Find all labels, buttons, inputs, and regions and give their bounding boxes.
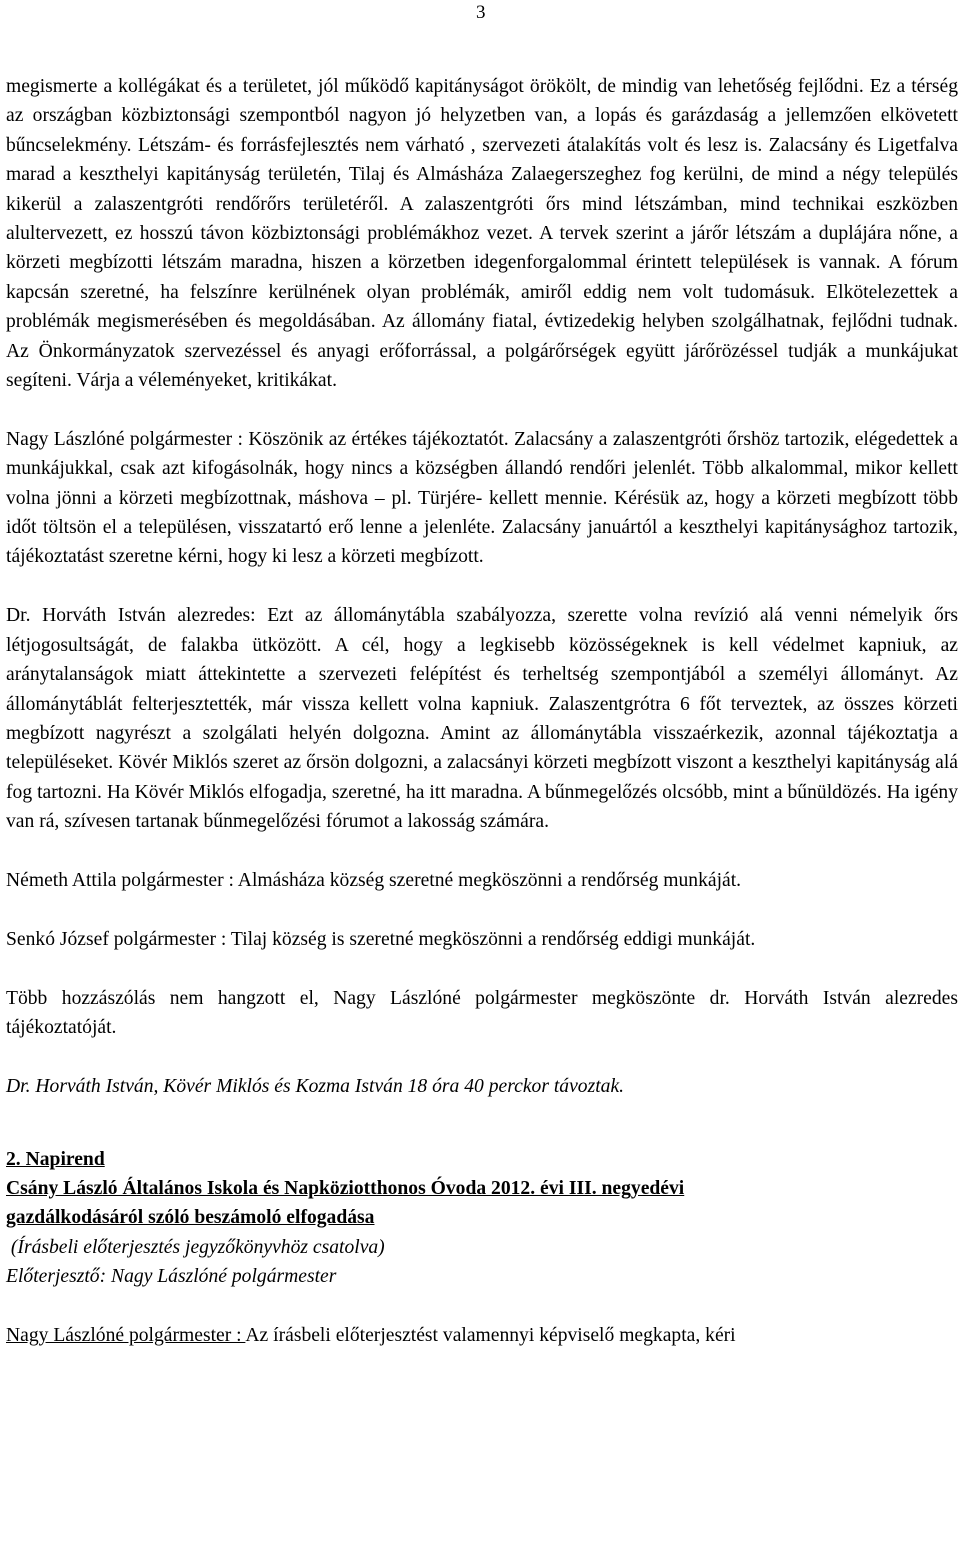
document-body	[6, 72, 958, 1350]
attachment-note: (Írásbeli előterjesztés jegyzőkönyvhöz csatolva)	[6, 1236, 385, 1258]
agenda-title-line2: gazdálkodásáról szóló beszámoló elfogadása	[6, 1207, 375, 1229]
departure-note: Dr. Horváth István, Kövér Miklós és Kozma István 18 óra 40 perckor távoztak.	[6, 1075, 625, 1097]
presenter-line: Előterjesztő: Nagy Lászlóné polgármester	[6, 1266, 337, 1288]
paragraph-nemeth-attila: Németh Attila polgármester : Almásháza község szeretné megköszönni a rendőrség munkáját.	[6, 869, 742, 891]
paragraph-horvath-istvan: Dr. Horváth István alezredes: Ezt az állománytábla szabályozza, szerette volna revízió alá venni némelyik őrs létjogosultságát, de falakba ütközött. A cél, hogy a legkisebb közösségeknek is kell védelmet kapniuk, az aránytalanságok miatt áttekintette a szervezeti felépítést és terheltség szempontjából a személyi állományt. Az állománytáblát felterjesztették, már vissza kellett volna kapniuk. Zalaszentgrótra 6 főt terveztek, az összes körzeti megbízott nagyrészt a szolgálati helyén dolgozna. Amint az állománytábla visszaérkezik, azonnal tájékoztatja a településeket. Kövér Miklós szeret az őrsön dolgozni, a zalacsányi körzeti megbízott viszont a keszthelyi kapitányság alá fog tartozni. Ha Kövér Miklós elfogadja, szeretné, ha itt maradna. A bűnmegelőzés olcsóbb, mint a bűnüldözés. Ha igény van rá, szívesen tartanak bűnmegelőzési fórumot a lakosság számára.	[6, 605, 958, 833]
page-number: 3	[476, 2, 486, 23]
agenda-number: 2. Napirend	[6, 1148, 105, 1170]
final-line	[6, 1321, 958, 1350]
final-line-text: Az írásbeli előterjesztést valamennyi képviselő megkapta, kéri	[245, 1324, 736, 1346]
final-line-speaker: Nagy Lászlóné polgármester :	[6, 1324, 246, 1346]
agenda-title-line1: Csány László Általános Iskola és Napköziotthonos Óvoda 2012. évi III. negyedévi	[6, 1177, 685, 1199]
paragraph-intro: megismerte a kollégákat és a területet, jól működő kapitányságot örökölt, de mindig van lehetőség fejlődni. Ez a térség az országban közbiztonsági szempontból nagyon jó helyzetben van, a lopás és garázdaság a jellemzően elkövetett bűncselekmény. Létszám- és forrásfejlesztés nem várható , szervezeti átalakítás volt és lesz is. Zalacsány és Ligetfalva marad a keszthelyi kapitányság területén, Tilaj és Almásháza Zalaegerszeghez fog kerülni, de mind a négy település kikerül a zalaszentgróti rendőrőrs területéről. A zalaszentgróti őrs mind létszámban, mind technikai eszközben alultervezett, ez hosszú távon közbiztonsági problémákhoz vezet. A tervek szerint a járőr létszám a duplájára nőne, a körzeti megbízotti létszám maradna, hiszen a körzetben idegenforgalommal érintett települések is vannak. A fórum kapcsán szeretné, ha felszínre kerülnének olyan problémák, amiről eddig nem volt tudomásuk. Elkötelezettek a problémák megismerésében és megoldásában. Az állomány fiatal, évtizedekig helyben szolgálhatnak, fejlődni tudnak. Az Önkormányzatok szervezéssel és anyagi erőforrással, a polgárőrségek együtt járőrözéssel tudják a munkájukat segíteni. Várja a véleményeket, kritikákat.	[6, 76, 958, 392]
paragraph-closing-remarks: Több hozzászólás nem hangzott el, Nagy Lászlóné polgármester megköszönte dr. Horváth István alezredes tájékoztatóját.	[6, 987, 958, 1038]
paragraph-senko-jozsef: Senkó József polgármester : Tilaj község is szeretné megköszönni a rendőrség eddigi munkáját.	[6, 928, 756, 950]
paragraph-nagy-laszlone: Nagy Lászlóné polgármester : Köszönik az értékes tájékoztatót. Zalacsány a zalaszentgróti őrshöz tartozik, elégedettek a munkájukkal, csak azt kifogásolnák, hogy nincs a községben állandó rendőri jelenlét. Több alkalommal, mikor kellett volna jönni a körzeti megbízottnak, máshova – pl. Türjére- kellett mennie. Kérésük az, hogy a körzeti megbízott több időt töltsön el a településen, visszatartó erő lenne a jelenléte. Zalacsány januártól a keszthelyi kapitánysághoz tartozik, tájékoztatást szeretne kérni, hogy ki lesz a körzeti megbízott.	[6, 428, 958, 568]
agenda-heading	[6, 1145, 958, 1233]
